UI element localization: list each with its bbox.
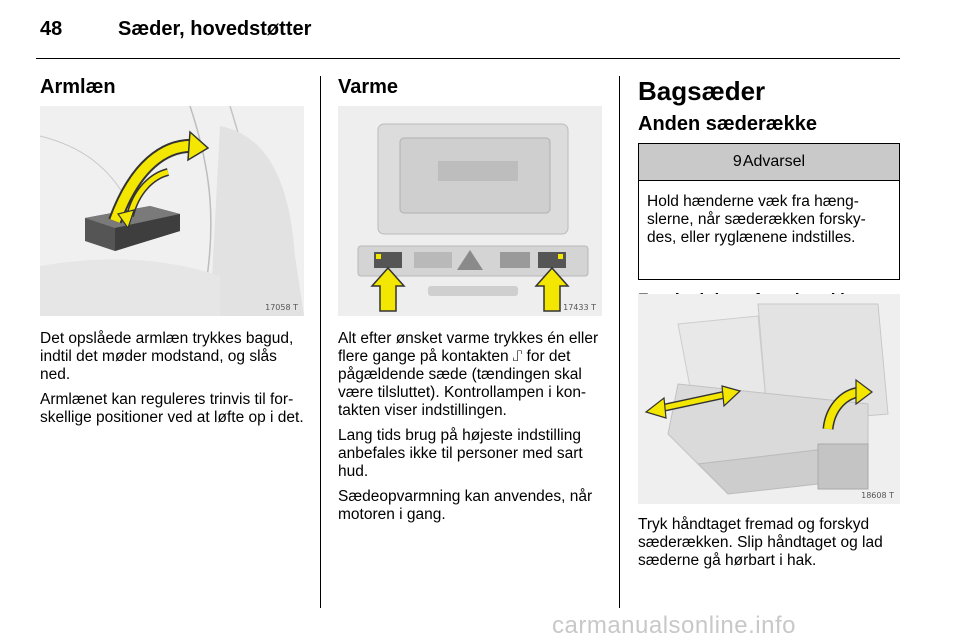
armrest-illustration (40, 106, 304, 316)
armrest-heading: Armlæn (40, 76, 116, 98)
header-rule (36, 58, 900, 59)
column-divider-2 (619, 76, 620, 608)
rear-seats-heading: Bagsæder (638, 76, 766, 106)
armrest-text (40, 330, 308, 434)
warning-box (638, 143, 900, 280)
figure-id: 17433 T (563, 303, 596, 312)
seat-row-figure (638, 294, 900, 504)
heating-text (338, 330, 606, 531)
second-row-heading: Anden sæderække (638, 113, 817, 135)
page-number: 48 (40, 18, 63, 40)
paragraph: Sædeopvarmning kan anvendes, når motoren i gang. (338, 488, 593, 523)
figure-id: 18608 T (861, 491, 894, 500)
warning-triangle-icon: 9 (732, 153, 742, 170)
paragraph: Lang tids brug på højeste indstilling anbefales ikke til personer med sart hud. (338, 427, 583, 480)
warning-text: Hold hænderne væk fra hæng-slerne, når sæderækken forsky-des, eller ryglænene indstilles. (647, 193, 866, 246)
paragraph: Det opslåede armlæn trykkes bagud, indtil det møder modstand, og slås ned. (40, 330, 294, 383)
figure-id: 17058 T (265, 303, 298, 312)
heating-figure (338, 106, 602, 316)
paragraph: Armlænet kan reguleres trinvis til for-skellige positioner ved at løfte op i det. (40, 391, 304, 426)
warning-header (639, 144, 899, 181)
warning-title: Advarsel (742, 153, 806, 170)
heating-heading: Varme (338, 76, 399, 98)
heating-illustration (338, 106, 602, 316)
seat-row-illustration (638, 294, 900, 504)
seat-row-text: Tryk håndtaget fremad og forskyd sæderækken. Slip håndtaget og lad sæderne gå hørbart i hak. (638, 516, 883, 569)
watermark: carmanualsonline.info (552, 612, 796, 639)
page-title: Sæder, hovedstøtter (118, 18, 312, 40)
column-divider-1 (320, 76, 321, 608)
armrest-figure (40, 106, 304, 316)
paragraph: Alt efter ønsket varme trykkes én eller flere gange på kontakten ⑀ for det pågældende sæde (tændingen skal være tilsluttet). Kontrollampen i kon-takten viser indstillingen. (338, 330, 599, 419)
